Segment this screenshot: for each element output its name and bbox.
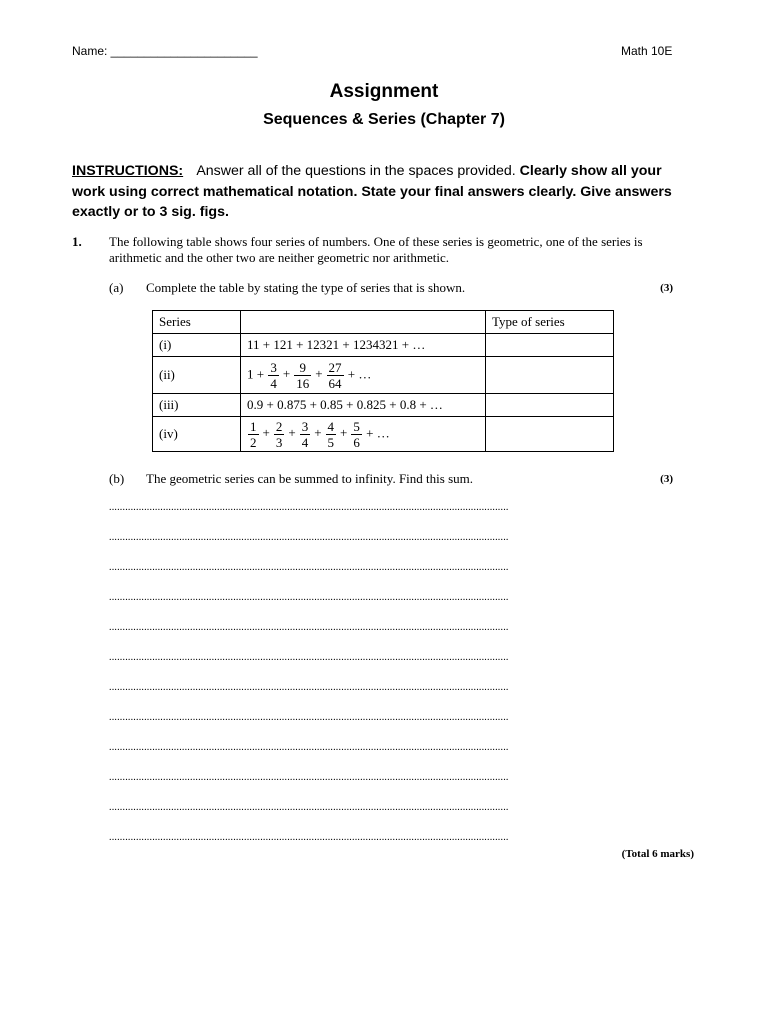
- fraction: $\frac{4}{5}$: [327, 418, 335, 450]
- fraction: $\frac{9}{16}$: [296, 359, 310, 391]
- row-label: (iii): [153, 394, 241, 417]
- series-expression: 1 + $\frac{3}{4}$ + $\frac{9}{16}$ + $\frac{27}{64}$ + …: [241, 357, 486, 394]
- course-label: Math 10E: [621, 44, 673, 58]
- type-answer-cell[interactable]: [486, 357, 614, 394]
- fraction: $\frac{3}{4}$: [301, 418, 309, 450]
- table-row: [153, 357, 614, 394]
- fraction: $\frac{3}{4}$: [270, 359, 277, 391]
- series-expression: $\frac{1}{2}$ + $\frac{2}{3}$ + $\frac{3}{4}$ + $\frac{4}{5}$ + $\frac{5}{6}$ + …: [241, 417, 486, 452]
- answer-line[interactable]: ....................................................................................................................................................: [109, 802, 509, 813]
- table-header-row: [153, 311, 614, 334]
- question-text: The following table shows four series of numbers. One of these series is geometric, one of the series is arithmetic and the other two are neither geometric nor arithmetic.: [109, 234, 643, 265]
- table-header-series: Series: [153, 311, 241, 334]
- fraction: $\frac{2}{3}$: [275, 418, 283, 450]
- answer-line[interactable]: ....................................................................................................................................................: [109, 652, 509, 663]
- answer-line[interactable]: ....................................................................................................................................................: [109, 682, 509, 693]
- table-row: [153, 417, 614, 452]
- total-marks: (Total 6 marks): [621, 848, 694, 860]
- instructions-text: Answer all of the questions in the spaces provided.: [196, 163, 516, 179]
- instructions-heading: INSTRUCTIONS:: [72, 163, 184, 179]
- answer-line[interactable]: ....................................................................................................................................................: [109, 832, 509, 843]
- series-table: [152, 310, 614, 452]
- fraction: $\frac{5}{6}$: [353, 418, 360, 450]
- answer-line[interactable]: ....................................................................................................................................................: [109, 532, 509, 543]
- page-title: Assignment: [329, 81, 439, 102]
- answer-line[interactable]: ....................................................................................................................................................: [109, 772, 509, 783]
- instructions-bold-text: Clearly show all your work using correct mathematical notation. State your final answers clearly. Give answers exactly or to 3 sig. figs.: [72, 163, 672, 220]
- instructions: [72, 161, 697, 223]
- answer-line[interactable]: ....................................................................................................................................................: [109, 742, 509, 753]
- series-tail: + …: [366, 424, 390, 440]
- row-label: (iv): [153, 417, 241, 452]
- answer-line[interactable]: ....................................................................................................................................................: [109, 562, 509, 573]
- row-label: (i): [153, 334, 241, 357]
- page-subtitle: Sequences & Series (Chapter 7): [263, 111, 505, 128]
- answer-line[interactable]: ....................................................................................................................................................: [109, 592, 509, 603]
- answer-line[interactable]: ....................................................................................................................................................: [109, 502, 509, 513]
- type-answer-cell[interactable]: [486, 417, 614, 452]
- part-a-label: (a): [109, 280, 124, 295]
- series-lead-term: 1 +: [247, 365, 265, 381]
- part-a-marks: (3): [660, 282, 673, 294]
- row-label: (ii): [153, 357, 241, 394]
- part-b-text: The geometric series can be summed to infinity. Find this sum.: [146, 471, 473, 486]
- part-a-text: Complete the table by stating the type of series that is shown.: [146, 280, 466, 295]
- name-field-label: Name: ______________________: [72, 44, 258, 58]
- series-expression: 0.9 + 0.875 + 0.85 + 0.825 + 0.8 + …: [241, 394, 486, 417]
- table-header-type: Type of series: [486, 311, 614, 334]
- table-row: [153, 334, 614, 357]
- table-row: [153, 394, 614, 417]
- part-b-marks: (3): [660, 473, 673, 485]
- type-answer-cell[interactable]: [486, 394, 614, 417]
- fraction: $\frac{1}{2}$: [250, 418, 257, 450]
- answer-line[interactable]: ....................................................................................................................................................: [109, 712, 509, 723]
- series-expression: 11 + 121 + 12321 + 1234321 + …: [241, 334, 486, 357]
- answer-line[interactable]: ....................................................................................................................................................: [109, 622, 509, 633]
- table-header-blank: [241, 311, 486, 334]
- fraction: $\frac{27}{64}$: [328, 359, 342, 391]
- series-tail: + …: [347, 365, 372, 381]
- part-b-label: (b): [109, 471, 125, 486]
- type-answer-cell[interactable]: [486, 334, 614, 357]
- question-number: 1.: [72, 234, 82, 249]
